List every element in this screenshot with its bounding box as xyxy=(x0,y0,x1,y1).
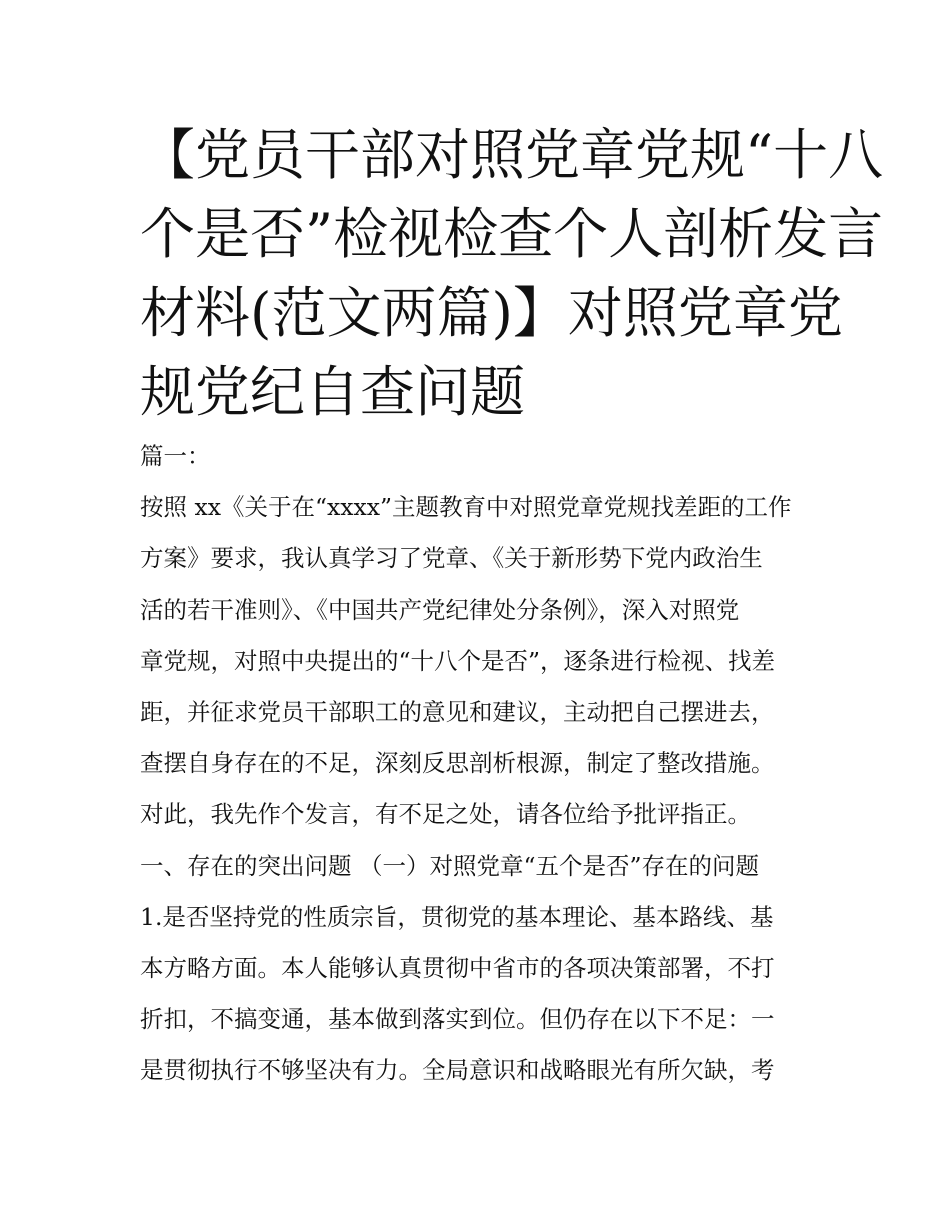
section-heading-part-one: 篇一： xyxy=(140,442,211,470)
document-body xyxy=(140,436,820,1101)
title-line-3: 材料(范文两篇)】对照党章党 xyxy=(140,281,843,345)
body-line-7: 对此，我先作个发言，有不足之处，请各位给予批评指正。 xyxy=(140,800,751,829)
body-line-11: 折扣，不搞变通，基本做到落实到位。但仍存在以下不足：一 xyxy=(140,1005,775,1034)
section-heading-problems: 一、存在的突出问题 （一）对照党章“五个是否”存在的问题 xyxy=(140,851,759,880)
body-line-4: 章党规，对照中央提出的“十八个是否”，逐条进行检视、找差 xyxy=(140,646,776,675)
body-line-2: 方案》要求，我认真学习了党章、《关于新形势下党内政治生 xyxy=(140,544,763,573)
body-line-1: 按照 xx《关于在“xxxx”主题教育中对照党章党规找差距的工作 xyxy=(140,493,792,522)
title-line-4: 规党纪自查问题 xyxy=(140,360,526,424)
body-line-9: 1.是否坚持党的性质宗旨，贯彻党的基本理论、基本路线、基 xyxy=(140,902,774,931)
body-line-10: 本方略方面。本人能够认真贯彻中省市的各项决策部署，不打 xyxy=(140,953,775,982)
body-line-6: 查摆自身存在的不足，深刻反思剖析根源，制定了整改措施。 xyxy=(140,749,775,778)
body-line-12: 是贯彻执行不够坚决有力。全局意识和战略眼光有所欠缺，考 xyxy=(140,1056,775,1085)
title-line-2: 个是否”检视检查个人剖析发言 xyxy=(140,202,884,266)
title-line-1: 【党员干部对照党章党规“十八 xyxy=(140,123,884,187)
body-line-3: 活的若干准则》、《中国共产党纪律处分条例》，深入对照党 xyxy=(140,595,740,624)
body-line-5: 距，并征求党员干部职工的意见和建议，主动把自己摆进去， xyxy=(140,697,775,726)
document-title xyxy=(140,116,884,432)
